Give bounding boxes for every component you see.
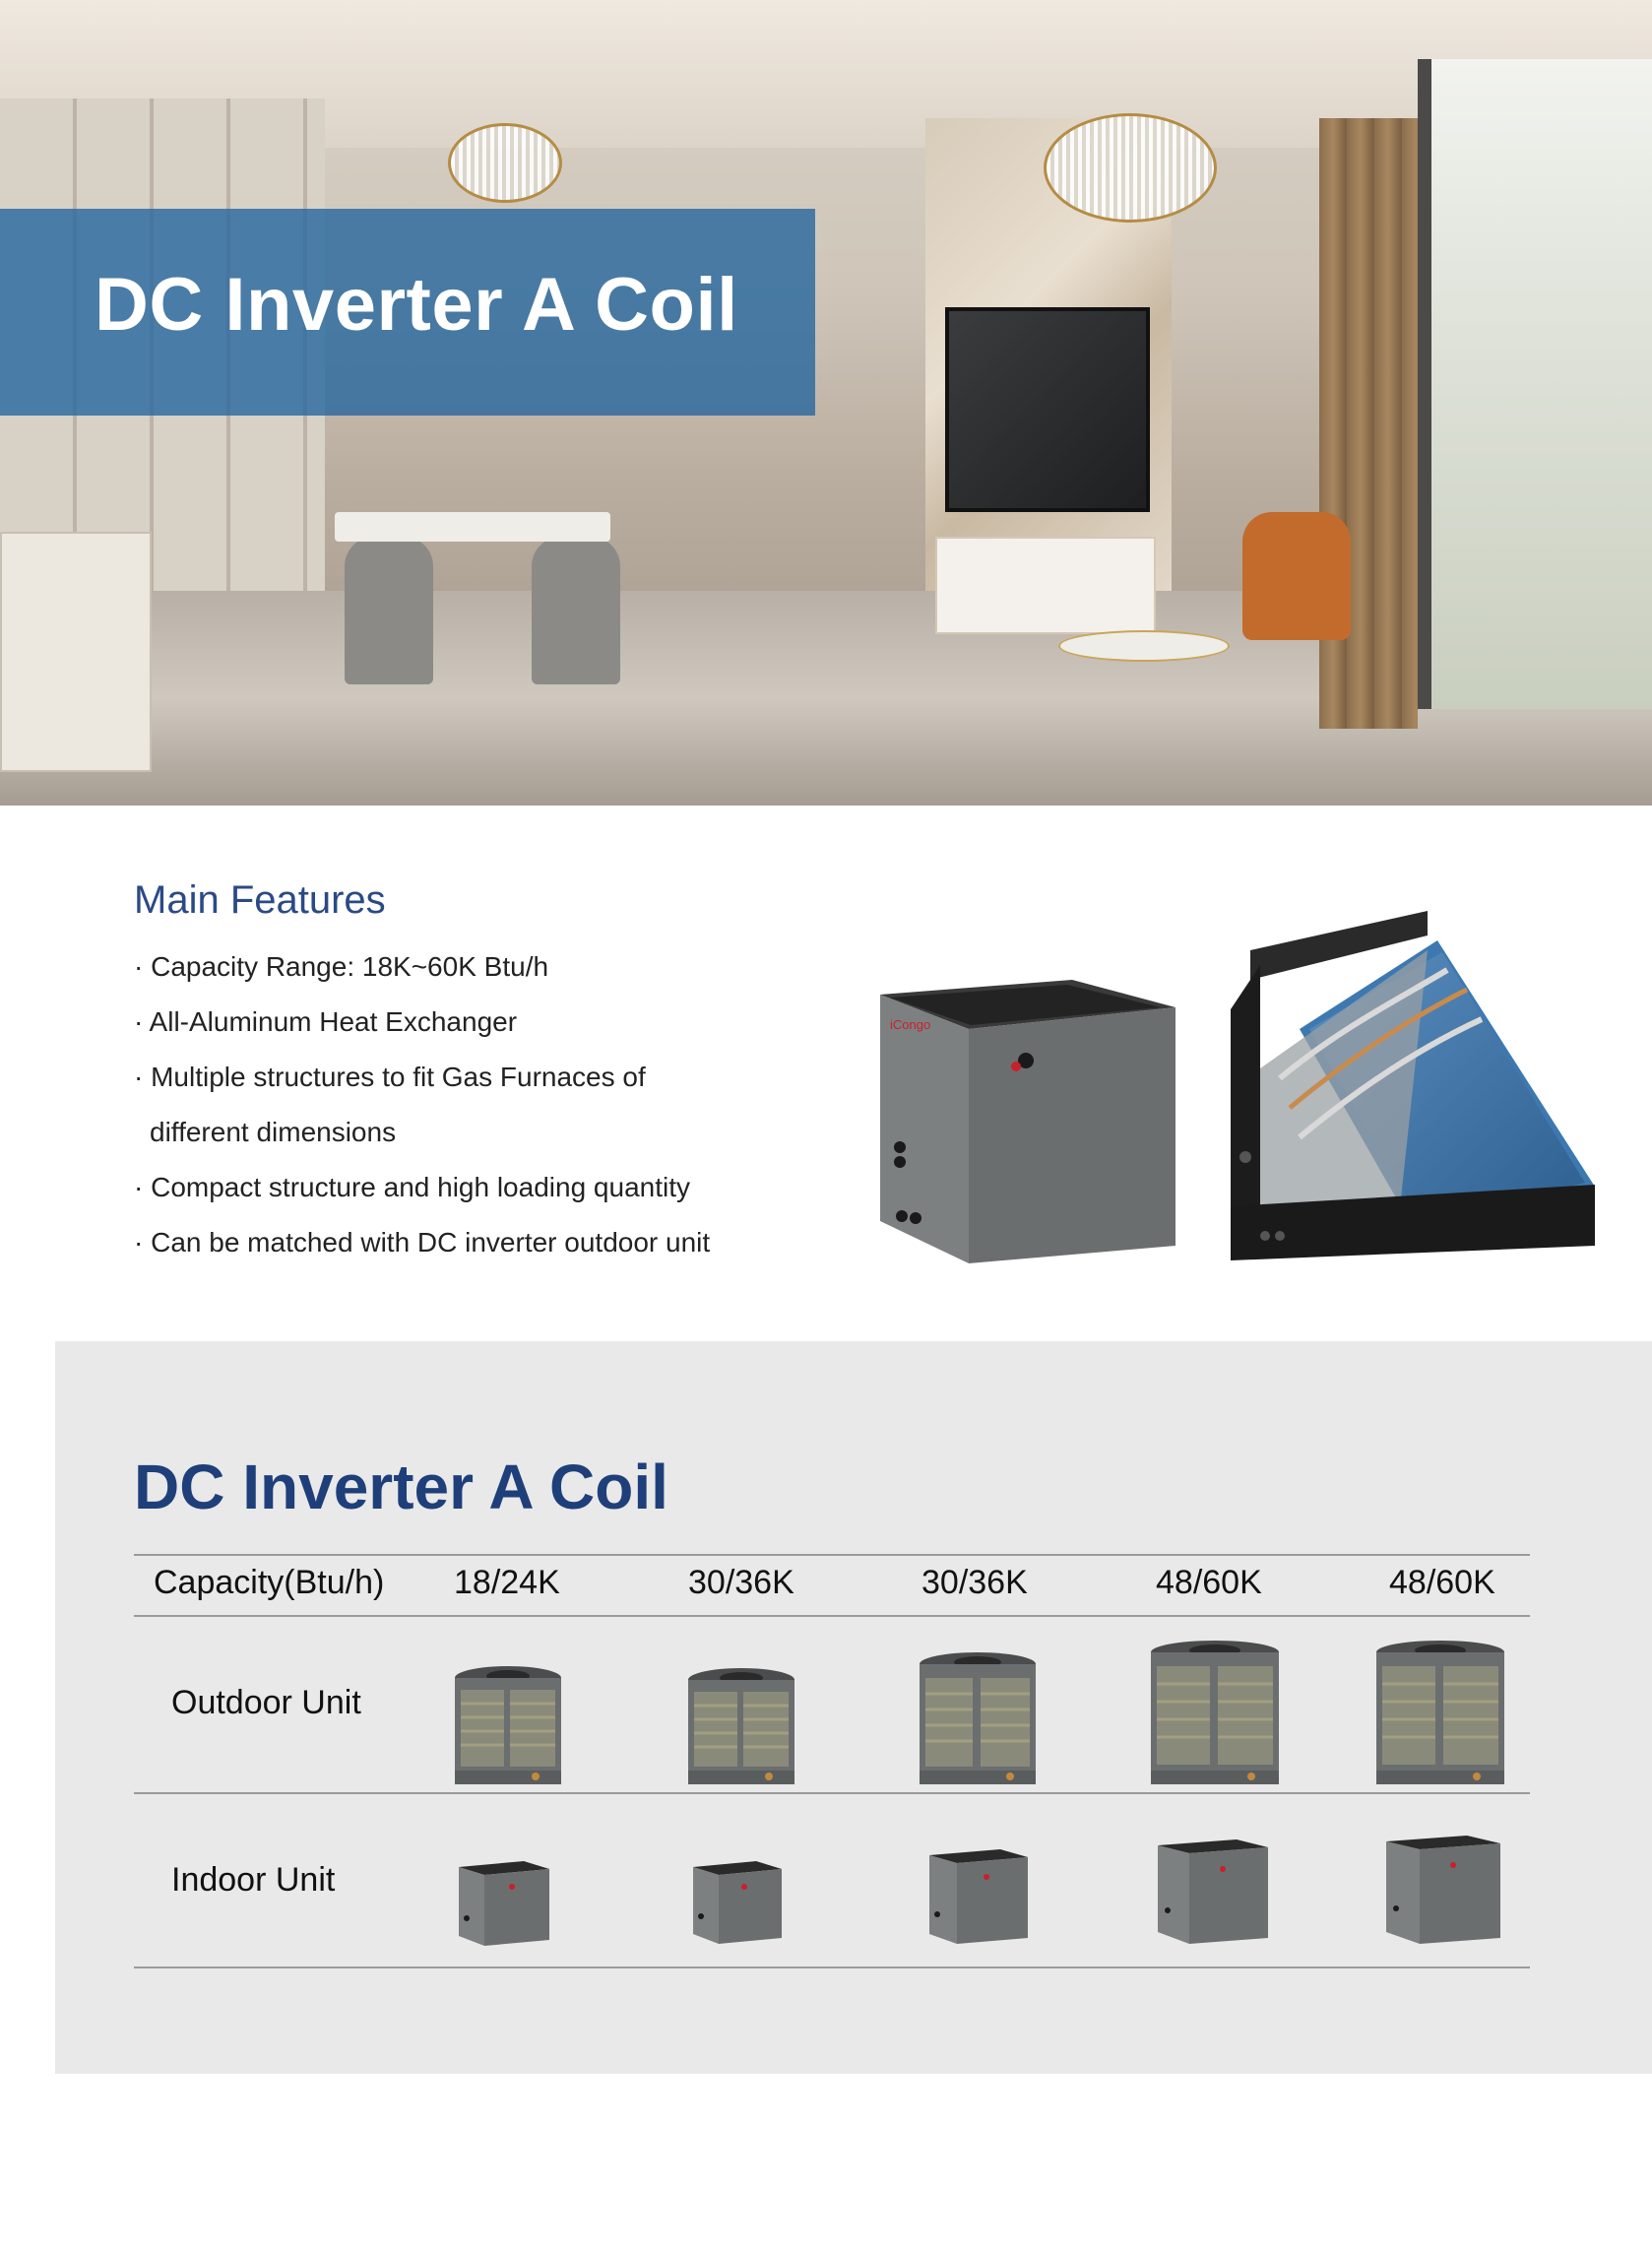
indoor-unit-image [1382, 1832, 1504, 1946]
chandelier [448, 123, 562, 203]
chandelier [1044, 113, 1217, 223]
capacity-value: 30/36K [688, 1564, 794, 1601]
tv-screen [945, 307, 1150, 512]
table-rule [134, 1792, 1530, 1794]
indoor-unit-image [689, 1857, 786, 1946]
sideboard [935, 537, 1156, 634]
cabinet [0, 532, 152, 772]
page-title: DC Inverter A Coil [95, 263, 738, 347]
dining-table [335, 512, 610, 542]
brand-logo: iCongo [890, 1017, 931, 1032]
capacity-label: Capacity(Btu/h) [154, 1564, 385, 1601]
indoor-unit-image [925, 1845, 1032, 1946]
feature-item: · All-Aluminum Heat Exchanger [134, 1006, 518, 1037]
outdoor-unit-image [1147, 1639, 1283, 1788]
outdoor-unit-image [451, 1664, 565, 1788]
coffee-table [1058, 630, 1230, 662]
features-heading: Main Features [134, 878, 386, 922]
table-rule [134, 1615, 1530, 1617]
window [1418, 59, 1652, 709]
feature-item: · Capacity Range: 18K~60K Btu/h [134, 951, 549, 982]
indoor-unit-image [455, 1857, 553, 1948]
uncased-coil-product-image [1221, 911, 1595, 1265]
outdoor-unit-label: Outdoor Unit [171, 1684, 361, 1721]
capacity-value: 48/60K [1389, 1564, 1495, 1601]
cased-coil-product-image [860, 950, 1175, 1265]
feature-item: different dimensions [150, 1117, 397, 1147]
indoor-unit-image [1154, 1836, 1272, 1946]
dining-chair [345, 537, 433, 684]
dining-chair [532, 537, 620, 684]
features-list [134, 939, 710, 1270]
outdoor-unit-image [684, 1666, 798, 1788]
outdoor-unit-image [1372, 1639, 1508, 1788]
indoor-unit-label: Indoor Unit [171, 1861, 336, 1899]
table-rule [134, 1554, 1530, 1556]
capacity-value: 18/24K [454, 1564, 560, 1601]
feature-item: · Can be matched with DC inverter outdoor unit [134, 1227, 711, 1257]
capacity-value: 48/60K [1156, 1564, 1262, 1601]
feature-item: · Compact structure and high loading quantity [134, 1172, 690, 1202]
table-rule [134, 1967, 1530, 1968]
outdoor-unit-image [916, 1650, 1040, 1788]
armchair [1242, 512, 1351, 640]
comparison-title: DC Inverter A Coil [134, 1451, 668, 1522]
capacity-value: 30/36K [921, 1564, 1028, 1601]
feature-item: · Multiple structures to fit Gas Furnaces of [134, 1062, 646, 1092]
